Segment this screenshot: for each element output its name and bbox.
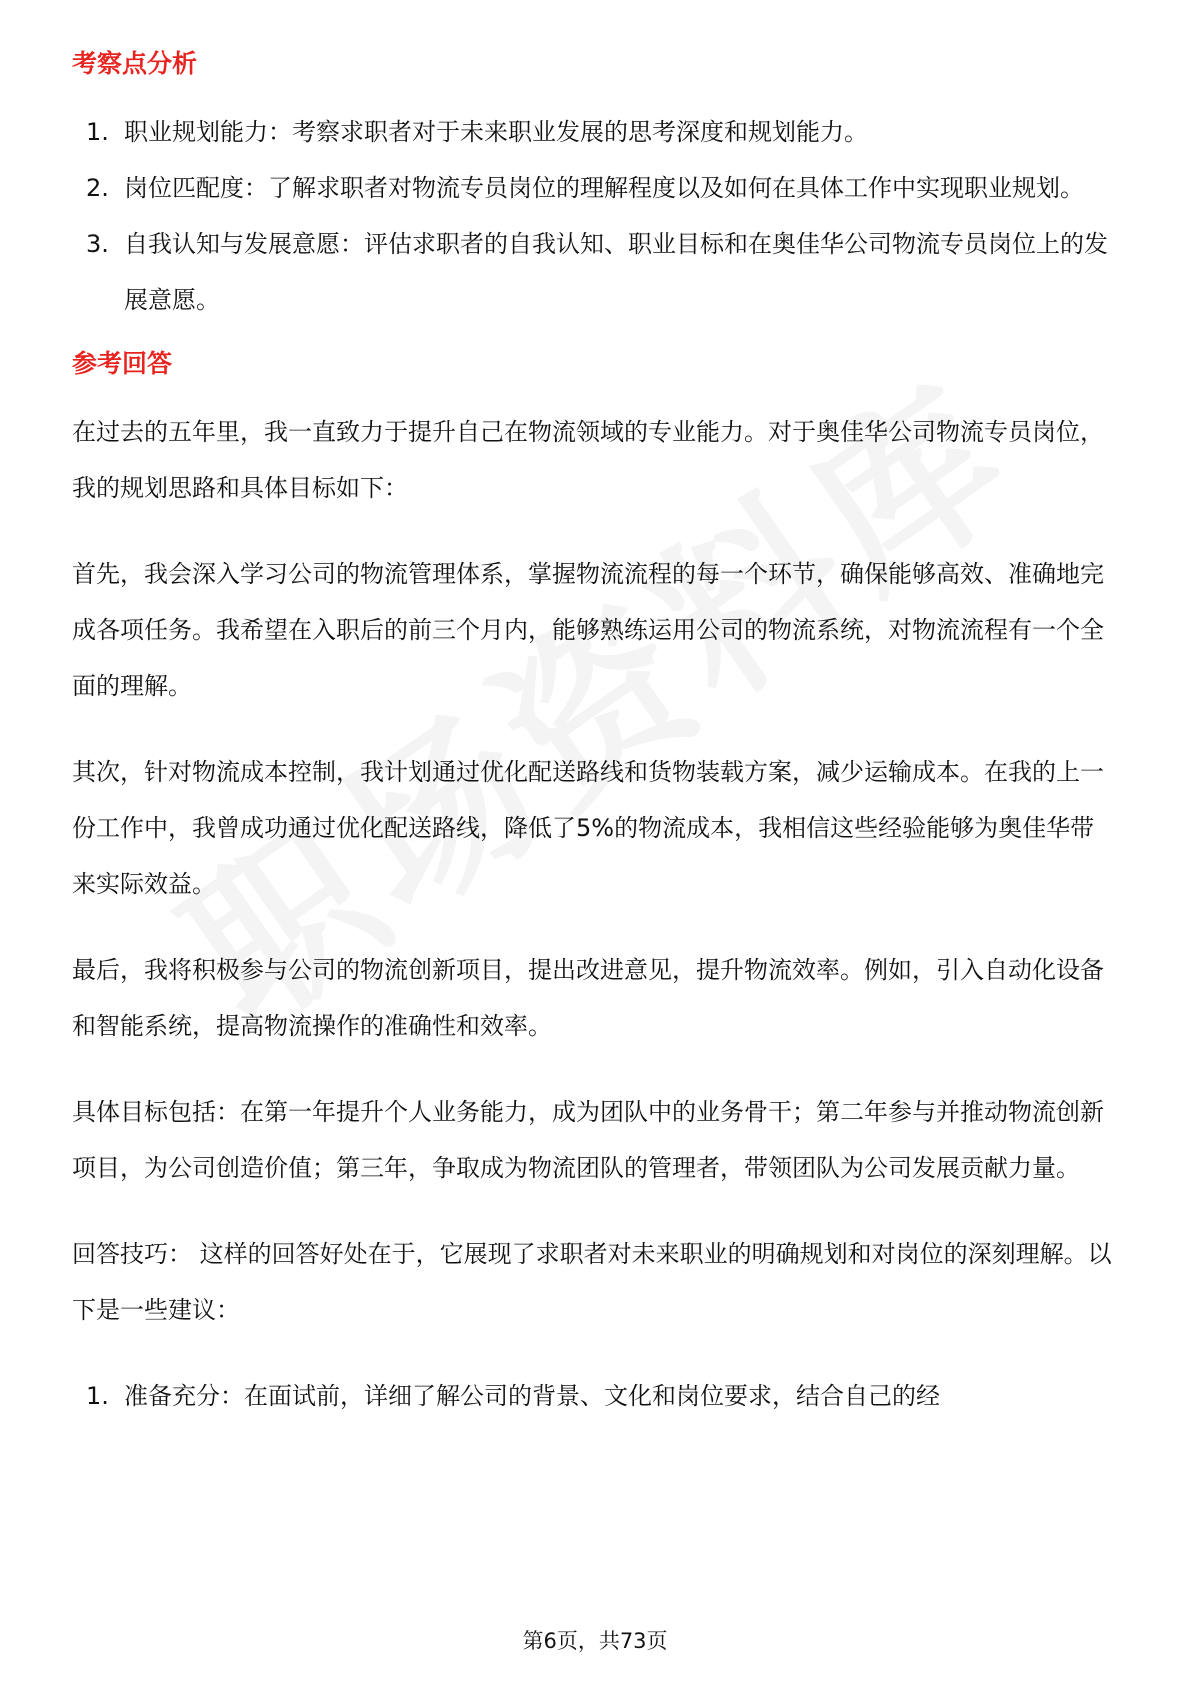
list-item-text: 准备充分：在面试前，详细了解公司的背景、文化和岗位要求，结合自己的经 bbox=[124, 1382, 940, 1410]
page-content bbox=[72, 46, 1118, 1424]
list-item bbox=[72, 160, 1118, 216]
answer-paragraph: 最后，我将积极参与公司的物流创新项目，提出改进意见，提升物流效率。例如，引入自动化设备和智能系统，提高物流操作的准确性和效率。 bbox=[72, 956, 1104, 1040]
list-item bbox=[72, 216, 1118, 328]
page-number-footer: 第6页，共73页 bbox=[522, 1629, 668, 1653]
analysis-list bbox=[72, 104, 1118, 328]
answer-paragraph: 首先，我会深入学习公司的物流管理体系，掌握物流流程的每一个环节，确保能够高效、准确地完成各项任务。我希望在入职后的前三个月内，能够熟练运用公司的物流系统，对物流流程有一个全面的理解。 bbox=[72, 560, 1104, 700]
list-item-text: 自我认知与发展意愿：评估求职者的自我认知、职业目标和在奥佳华公司物流专员岗位上的发展意愿。 bbox=[124, 230, 1108, 314]
list-number: 1. bbox=[86, 1382, 109, 1410]
list-item bbox=[72, 104, 1118, 160]
answer-paragraph: 其次，针对物流成本控制，我计划通过优化配送路线和货物装载方案，减少运输成本。在我的上一份工作中，我曾成功通过优化配送路线，降低了5%的物流成本，我相信这些经验能够为奥佳华带来实际效益。 bbox=[72, 758, 1104, 898]
answer-tips-intro: 回答技巧： 这样的回答好处在于，它展现了求职者对未来职业的明确规划和对岗位的深刻理解。以下是一些建议： bbox=[72, 1240, 1112, 1324]
list-item-text: 岗位匹配度：了解求职者对物流专员岗位的理解程度以及如何在具体工作中实现职业规划。 bbox=[124, 174, 1084, 202]
tips-list bbox=[72, 1368, 1118, 1424]
section-heading-reference-answer: 参考回答 bbox=[72, 349, 173, 378]
answer-paragraph: 具体目标包括：在第一年提升个人业务能力，成为团队中的业务骨干；第二年参与并推动物流创新项目，为公司创造价值；第三年，争取成为物流团队的管理者，带领团队为公司发展贡献力量。 bbox=[72, 1098, 1104, 1182]
list-item bbox=[72, 1368, 1118, 1424]
answer-paragraph: 在过去的五年里，我一直致力于提升自己在物流领域的专业能力。对于奥佳华公司物流专员岗位，我的规划思路和具体目标如下： bbox=[72, 418, 1104, 502]
section-heading-analysis: 考察点分析 bbox=[72, 49, 198, 78]
list-item-text: 职业规划能力：考察求职者对于未来职业发展的思考深度和规划能力。 bbox=[124, 118, 868, 146]
list-number: 2. bbox=[86, 174, 109, 202]
list-number: 3. bbox=[86, 230, 109, 258]
list-number: 1. bbox=[86, 118, 109, 146]
